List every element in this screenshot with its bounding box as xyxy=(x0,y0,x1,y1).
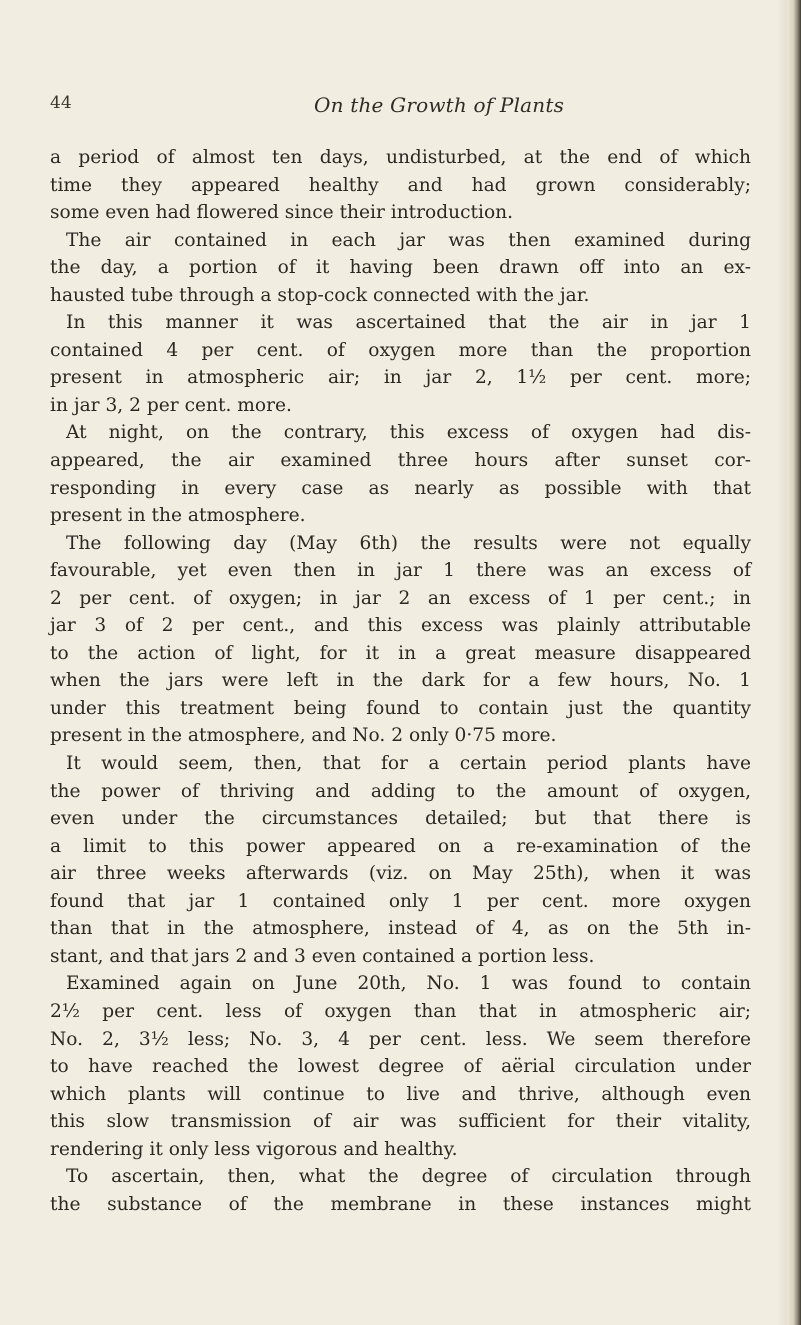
text-line: To ascertain, then, what the degree of circulation through xyxy=(66,1166,751,1188)
text-line: under this treatment being found to contain just the quantity xyxy=(50,697,751,719)
running-title: On the Growth of Plants xyxy=(314,93,565,117)
text-line: some even had flowered since their introduction. xyxy=(50,202,514,224)
page-edge-shadow xyxy=(777,0,787,1325)
text-line: the substance of the membrane in these instances might xyxy=(50,1193,751,1215)
text-line: in jar 3, 2 per cent. more. xyxy=(50,394,292,416)
text-line: appeared, the air examined three hours after sunset cor- xyxy=(50,450,751,472)
text-line: to have reached the lowest degree of aërial circulation under xyxy=(50,1056,751,1078)
body-text xyxy=(50,144,751,1218)
text-line: the power of thriving and adding to the amount of oxygen, xyxy=(50,780,751,802)
text-line: jar 3 of 2 per cent., and this excess was plainly attributable xyxy=(50,615,751,637)
text-line: At night, on the contrary, this excess of oxygen had dis- xyxy=(66,422,751,444)
text-line: In this manner it was ascertained that the air in jar 1 xyxy=(66,312,751,334)
text-line: No. 2, 3½ less; No. 3, 4 per cent. less. We seem therefore xyxy=(50,1028,751,1050)
text-line: It would seem, then, that for a certain period plants have xyxy=(66,753,751,775)
text-line: 2 per cent. of oxygen; in jar 2 an excess of 1 per cent.; in xyxy=(50,587,751,609)
page-number: 44 xyxy=(50,93,72,113)
text-line: rendering it only less vigorous and healthy. xyxy=(50,1138,458,1160)
text-line: 2½ per cent. less of oxygen than that in atmospheric air; xyxy=(50,1000,751,1022)
text-line: than that in the atmosphere, instead of 4, as on the 5th in- xyxy=(50,918,751,940)
text-line: a period of almost ten days, undisturbed, at the end of which xyxy=(50,147,751,168)
text-line: hausted tube through a stop-cock connected with the jar. xyxy=(50,284,590,306)
text-line: time they appeared healthy and had grown considerably; xyxy=(50,174,751,196)
text-line: air three weeks afterwards (viz. on May 25th), when it was xyxy=(50,863,751,885)
text-line: even under the circumstances detailed; but that there is xyxy=(50,808,751,830)
text-line: when the jars were left in the dark for a few hours, No. 1 xyxy=(50,670,751,692)
text-line: favourable, yet even then in jar 1 there was an excess of xyxy=(50,560,751,582)
text-line: contained 4 per cent. of oxygen more than the proportion xyxy=(50,339,751,361)
text-line: present in atmospheric air; in jar 2, 1½ per cent. more; xyxy=(50,367,751,389)
text-line: responding in every case as nearly as possible with that xyxy=(50,477,751,499)
text-line: to the action of light, for it in a great measure disappeared xyxy=(50,642,751,664)
text-line: this slow transmission of air was sufficient for their vitality, xyxy=(50,1111,751,1133)
text-line: present in the atmosphere, and No. 2 only 0·75 more. xyxy=(50,725,557,747)
text-line: present in the atmosphere. xyxy=(50,505,306,527)
text-line: Examined again on June 20th, No. 1 was found to contain xyxy=(66,973,751,995)
page-header xyxy=(50,93,752,123)
text-line: The following day (May 6th) the results were not equally xyxy=(66,532,751,554)
text-line: which plants will continue to live and thrive, although even xyxy=(50,1083,751,1105)
book-page-edge xyxy=(787,0,801,1325)
text-line: a limit to this power appeared on a re-examination of the xyxy=(50,835,751,857)
text-line: found that jar 1 contained only 1 per cent. more oxygen xyxy=(50,890,751,912)
text-line: the day, a portion of it having been drawn off into an ex- xyxy=(50,257,751,279)
text-line: stant, and that jars 2 and 3 even contained a portion less. xyxy=(50,945,595,967)
text-line: The air contained in each jar was then examined during xyxy=(66,229,751,251)
